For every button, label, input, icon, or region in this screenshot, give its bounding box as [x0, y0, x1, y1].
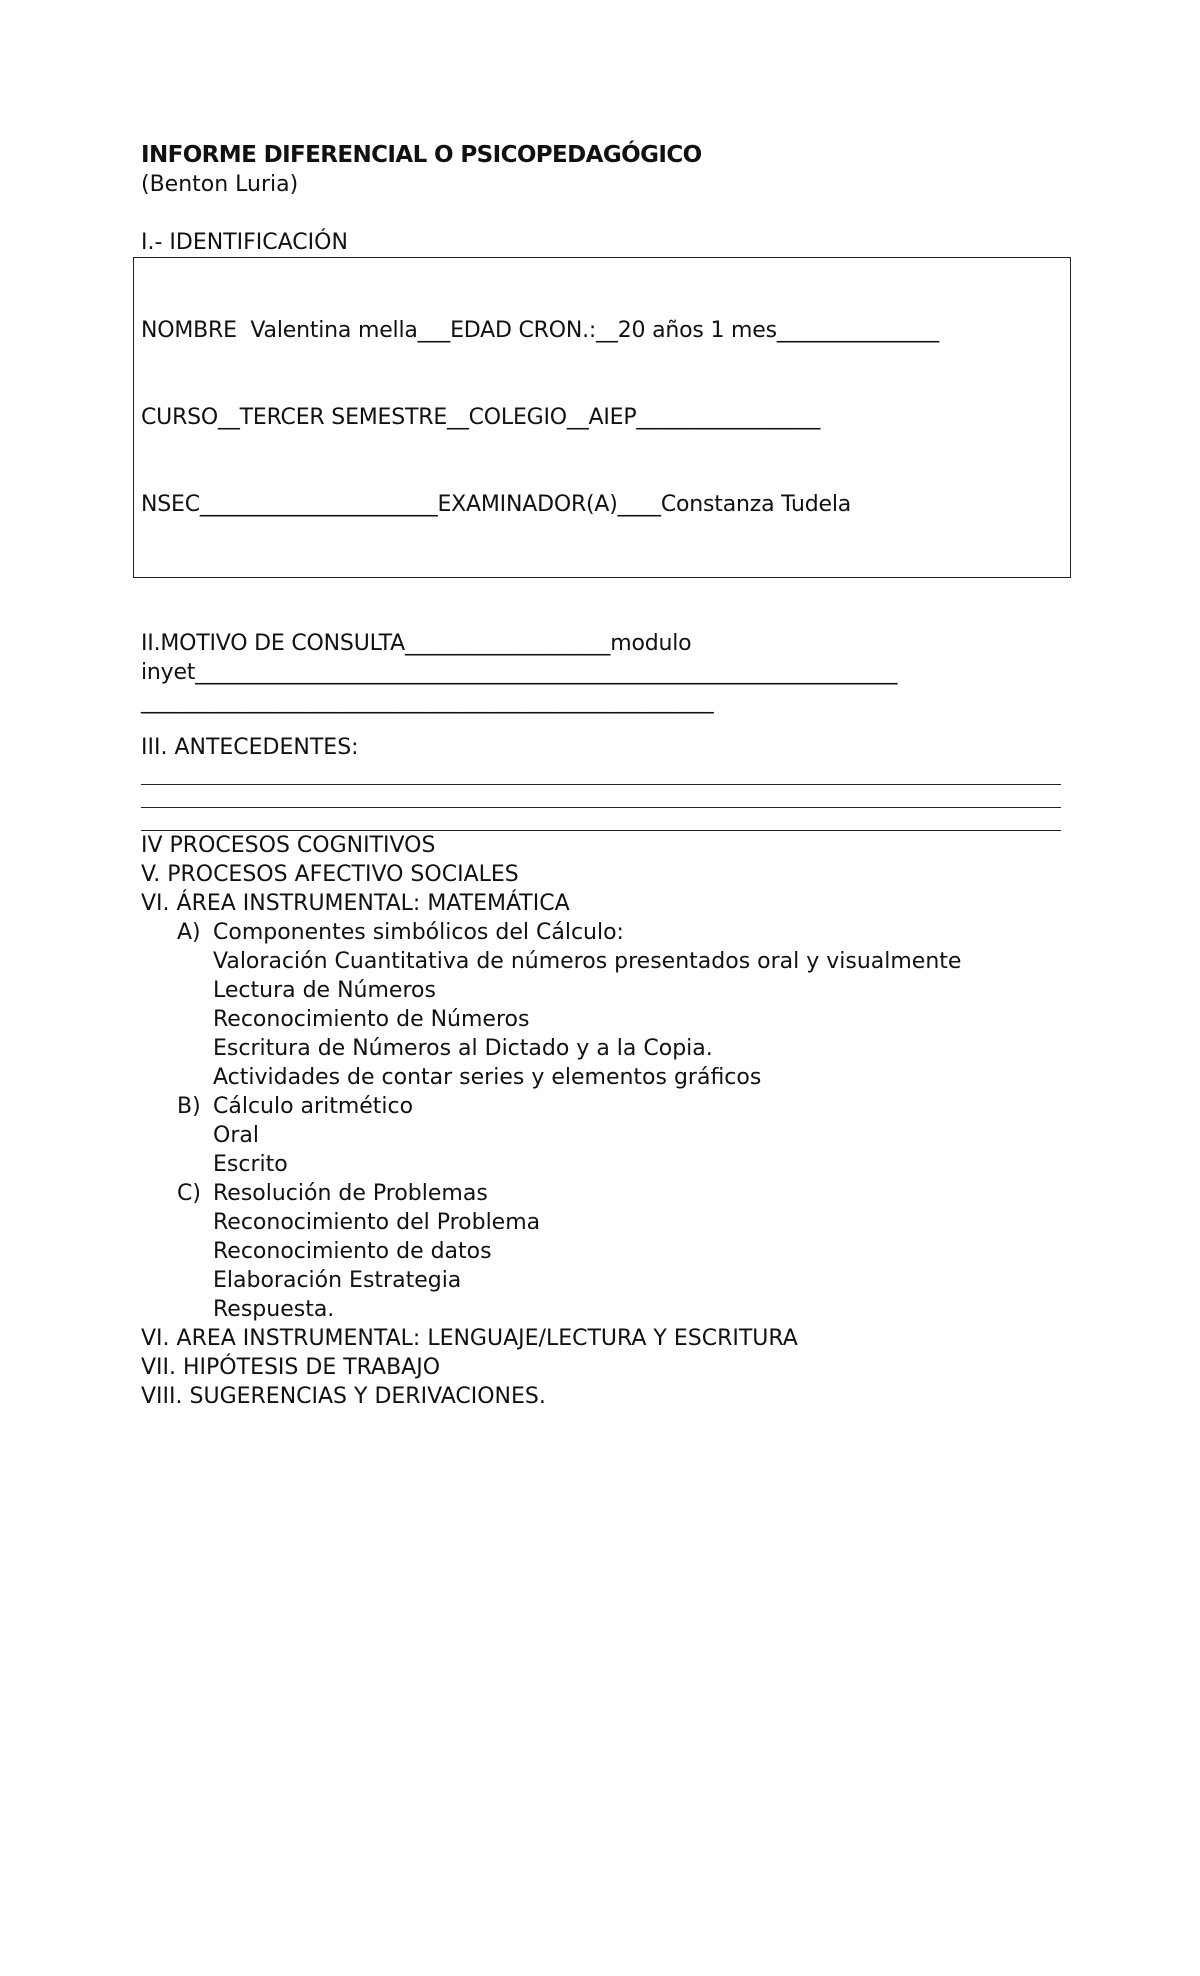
subsection-b-mark: B): [177, 1094, 201, 1119]
subsection-a-mark: A): [177, 920, 201, 945]
section-procesos-afectivos: V. PROCESOS AFECTIVO SOCIALES: [141, 862, 519, 887]
list-item: Reconocimiento de Números: [213, 1007, 530, 1032]
section-area-matematica: VI. ÁREA INSTRUMENTAL: MATEMÁTICA: [141, 891, 570, 916]
antecedentes-rule-3: [141, 808, 1061, 831]
section-procesos-cognitivos: IV PROCESOS COGNITIVOS: [141, 833, 436, 858]
spacer: [141, 578, 1061, 607]
list-item: Escrito: [213, 1152, 288, 1177]
document-subtitle: (Benton Luria): [141, 172, 299, 197]
document-title: INFORME DIFERENCIAL O PSICOPEDAGÓGICO: [141, 142, 702, 168]
antecedentes-rule-2: [141, 785, 1061, 808]
section-area-lenguaje: VI. AREA INSTRUMENTAL: LENGUAJE/LECTURA Y ESCRITURA: [141, 1326, 798, 1351]
spacer: [141, 716, 1061, 733]
identificacion-box: [133, 257, 1071, 578]
spacer: [141, 607, 1061, 629]
id-line-curso: CURSO__TERCER SEMESTRE__COLEGIO__AIEP_________________: [141, 405, 821, 430]
subsection-c-mark: C): [177, 1181, 201, 1206]
id-line-nsec: NSEC______________________EXAMINADOR(A)____Constanza Tudela: [141, 492, 852, 517]
list-item: Elaboración Estrategia: [213, 1268, 462, 1293]
id-line-nombre: NOMBRE Valentina mella___EDAD CRON.:__20 años 1 mes_______________: [141, 318, 939, 343]
antecedentes-heading: III. ANTECEDENTES:: [141, 735, 359, 760]
document-page: [141, 141, 1061, 1411]
antecedentes-rule-1: [141, 762, 1061, 785]
section-hipotesis: VII. HIPÓTESIS DE TRABAJO: [141, 1355, 441, 1380]
subsection-b-label: Cálculo aritmético: [213, 1094, 414, 1119]
spacer: [141, 199, 1061, 228]
motivo-line-3: _____________________________________________________: [141, 689, 714, 714]
subsection-c-label: Resolución de Problemas: [213, 1181, 488, 1206]
motivo-line-2: inyet_________________________________________________________________: [141, 660, 898, 685]
identificacion-heading: I.- IDENTIFICACIÓN: [141, 230, 348, 255]
list-item: Escritura de Números al Dictado y a la Copia.: [213, 1036, 713, 1061]
list-item: Respuesta.: [213, 1297, 335, 1322]
list-item: Valoración Cuantitativa de números presentados oral y visualmente: [213, 949, 962, 974]
list-item: Oral: [213, 1123, 259, 1148]
list-item: Lectura de Números: [213, 978, 436, 1003]
list-item: Actividades de contar series y elementos gráficos: [213, 1065, 762, 1090]
subsection-a-label: Componentes simbólicos del Cálculo:: [213, 920, 624, 945]
subsection-c: [141, 1179, 1061, 1208]
section-sugerencias: VIII. SUGERENCIAS Y DERIVACIONES.: [141, 1384, 546, 1409]
list-item: Reconocimiento de datos: [213, 1239, 492, 1264]
subsection-b: [141, 1092, 1061, 1121]
motivo-line-1: II.MOTIVO DE CONSULTA___________________modulo: [141, 631, 692, 656]
list-item: Reconocimiento del Problema: [213, 1210, 541, 1235]
subsection-a: [141, 918, 1061, 947]
